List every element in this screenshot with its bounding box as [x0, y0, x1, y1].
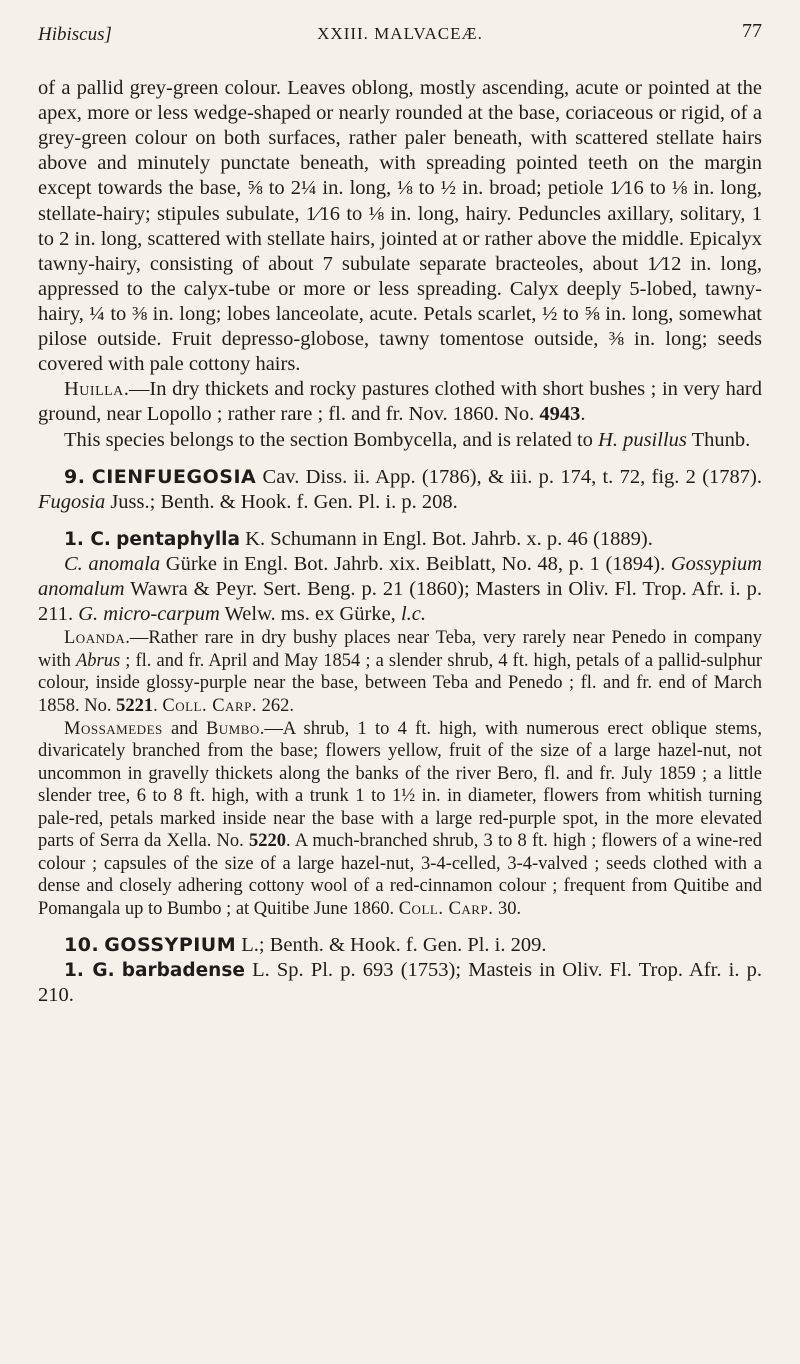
page-number: 77 [742, 20, 762, 42]
header-genus: Hibiscus] [38, 24, 112, 45]
relation-end: Thunb. [686, 428, 751, 451]
collection: Coll. Carp. [162, 695, 257, 716]
specimen-number: 4943 [539, 403, 581, 426]
associated-taxon: Abrus [75, 650, 121, 671]
species-citation: K. Schumann in Engl. Bot. Jahrb. x. p. 46 (1889). [240, 527, 653, 550]
genus-citation-a: Cav. Diss. ii. App. (1786), & iii. p. 174, t. 72, fig. 2 (1787). [256, 465, 762, 488]
locality-loanda [38, 627, 762, 717]
collection-number: 30. [493, 899, 522, 920]
collection: Coll. Carp. [398, 899, 494, 920]
specimen-number: 5220 [248, 831, 286, 852]
specimen-number: 5221 [116, 695, 154, 716]
synonym-4: l.c. [400, 603, 426, 626]
genus-number: 10. [64, 933, 100, 956]
species-pentaphylla [38, 527, 762, 552]
locality-name: Huilla [64, 378, 124, 401]
running-header [38, 20, 762, 56]
locality-end: . [580, 403, 586, 426]
genus-cienfuegosia [38, 465, 762, 515]
genus-name: CIENFUEGOSIA [91, 465, 257, 488]
locality-connector: and [162, 718, 206, 739]
collection-number: 262. [257, 695, 294, 716]
relation-note [38, 428, 762, 453]
synonym-2: Gossypium anomalum [38, 552, 762, 601]
synonym-3: G. micro-carpum [78, 603, 220, 626]
species-barbadense [38, 958, 762, 1008]
page-body [38, 76, 762, 1008]
genus-gossypium [38, 933, 762, 958]
genus-citation: L.; Benth. & Hook. f. Gen. Pl. i. 209. [236, 933, 547, 956]
genus-synonym: Fugosia [38, 490, 106, 513]
species-citation: L. Sp. Pl. p. 693 (1753); Masteis in Oliv. Fl. Trop. Afr. i. p. 210. [38, 958, 762, 1006]
synonym-1: C. anomala [64, 552, 161, 575]
locality-text: .—In dry thickets and rocky pastures clothed with short bushes ; in very hard ground, near Lopollo ; rather rare ; fl. and fr. Nov. 1860. No. [38, 378, 762, 426]
locality-name: Mossamedes [64, 718, 163, 739]
locality-name: Bumbo [205, 718, 260, 739]
species-name: barbadense [121, 959, 245, 981]
species-number: 1. G. [64, 959, 115, 981]
description-paragraph: of a pallid grey-green colour. Leaves oblong, mostly ascending, acute or pointed at the apex, more or less wedge-shaped or nearly rounded at the base, coriaceous or rigid, of a grey-green colour on both surfaces, rather paler beneath, with scattered stellate hairs above and minutely punctate beneath, with spreading pointed teeth on the margin except towards the base, ⅝ to 2¼ in. long, ⅛ to ½ in. broad; petiole 1⁄16 to ⅛ in. long, stellate-hairy; stipules subulate, 1⁄16 to ⅛ in. long, hairy. Peduncles axillary, solitary, 1 to 2 in. long, scattered with stellate hairs, jointed at or rather above the middle. Epicalyx tawny-hairy, consisting of about 7 subulate separate bracteoles, about 1⁄12 in. long, appressed to the calyx-tube or more or less spreading. Calyx deeply 5-lobed, tawny-hairy, ¼ to ⅜ in. long; lobes lanceolate, acute. Petals scarlet, ½ to ⅝ in. long, somewhat pilose outside. Fruit depresso-globose, tawny tomentose outside, ⅜ in. long; seeds covered with pale cottony hairs. [38, 77, 762, 376]
locality-text: .—A shrub, 1 to 4 ft. high, with numerous erect oblique stems, divaricately branched from the base; flowers yellow, fruit of the size of a large hazel-nut, not uncommon in gravelly thickets along the banks of the river Bero, fl. and fr. July 1859 ; a little slender tree, 6 to 8 ft. high, with a trunk 1 to 1½ in. in diameter, flowers from whitish turning pale-red, petals marked inside near the base with a large red-purple spot, in the more elevated parts of Serra da Xella. No. [38, 718, 762, 852]
genus-number: 9. [64, 465, 86, 488]
genus-citation-b: Juss.; Benth. & Hook. f. Gen. Pl. i. p. 208. [105, 490, 458, 513]
locality-text: ; fl. and fr. April and May 1854 ; a slender shrub, 4 ft. high, petals of a pallid-sulphur colour, inside glossy-purple near the base, between Teba and Penedo ; fl. and fr. end of March 1858. No. [38, 650, 762, 716]
synonym-1-citation: Gürke in Engl. Bot. Jahrb. xix. Beiblatt, No. 48, p. 1 (1894). [160, 552, 671, 575]
locality-name: Loanda [64, 628, 126, 649]
relation-taxon: H. pusillus [598, 428, 687, 451]
locality-mossamedes [38, 718, 762, 921]
genus-name: GOSSYPIUM [104, 933, 237, 956]
species-number: 1. C. [64, 528, 111, 550]
locality-huilla [38, 377, 762, 427]
header-section: XXIII. MALVACEÆ. [317, 24, 483, 43]
locality-text: .—Rather rare in dry bushy places near Teba, very rarely near Penedo in company with [38, 628, 762, 671]
locality-text: . [153, 695, 163, 716]
locality-text: . A much-branched shrub, 3 to 8 ft. high ; flowers of a wine-red colour ; capsules of the size of a large hazel-nut, 3-4-celled, 3-4-valved ; seeds clothed with a dense and closely adhering cottony wool of a red-cinnamon colour ; frequent from Quitibe and Pomangala up to Bumbo ; at Quitibe June 1860. [38, 831, 762, 920]
synonym-2-citation: Wawra & Peyr. Sert. Beng. p. 21 (1860); Masters in Oliv. Fl. Trop. Afr. i. p. 211. [38, 578, 762, 626]
synonymy [38, 552, 762, 627]
synonym-3-citation: Welw. ms. ex Gürke, [219, 603, 401, 626]
relation-text: This species belongs to the section Bombycella, and is related to [64, 428, 599, 451]
species-name: pentaphylla [116, 528, 241, 550]
